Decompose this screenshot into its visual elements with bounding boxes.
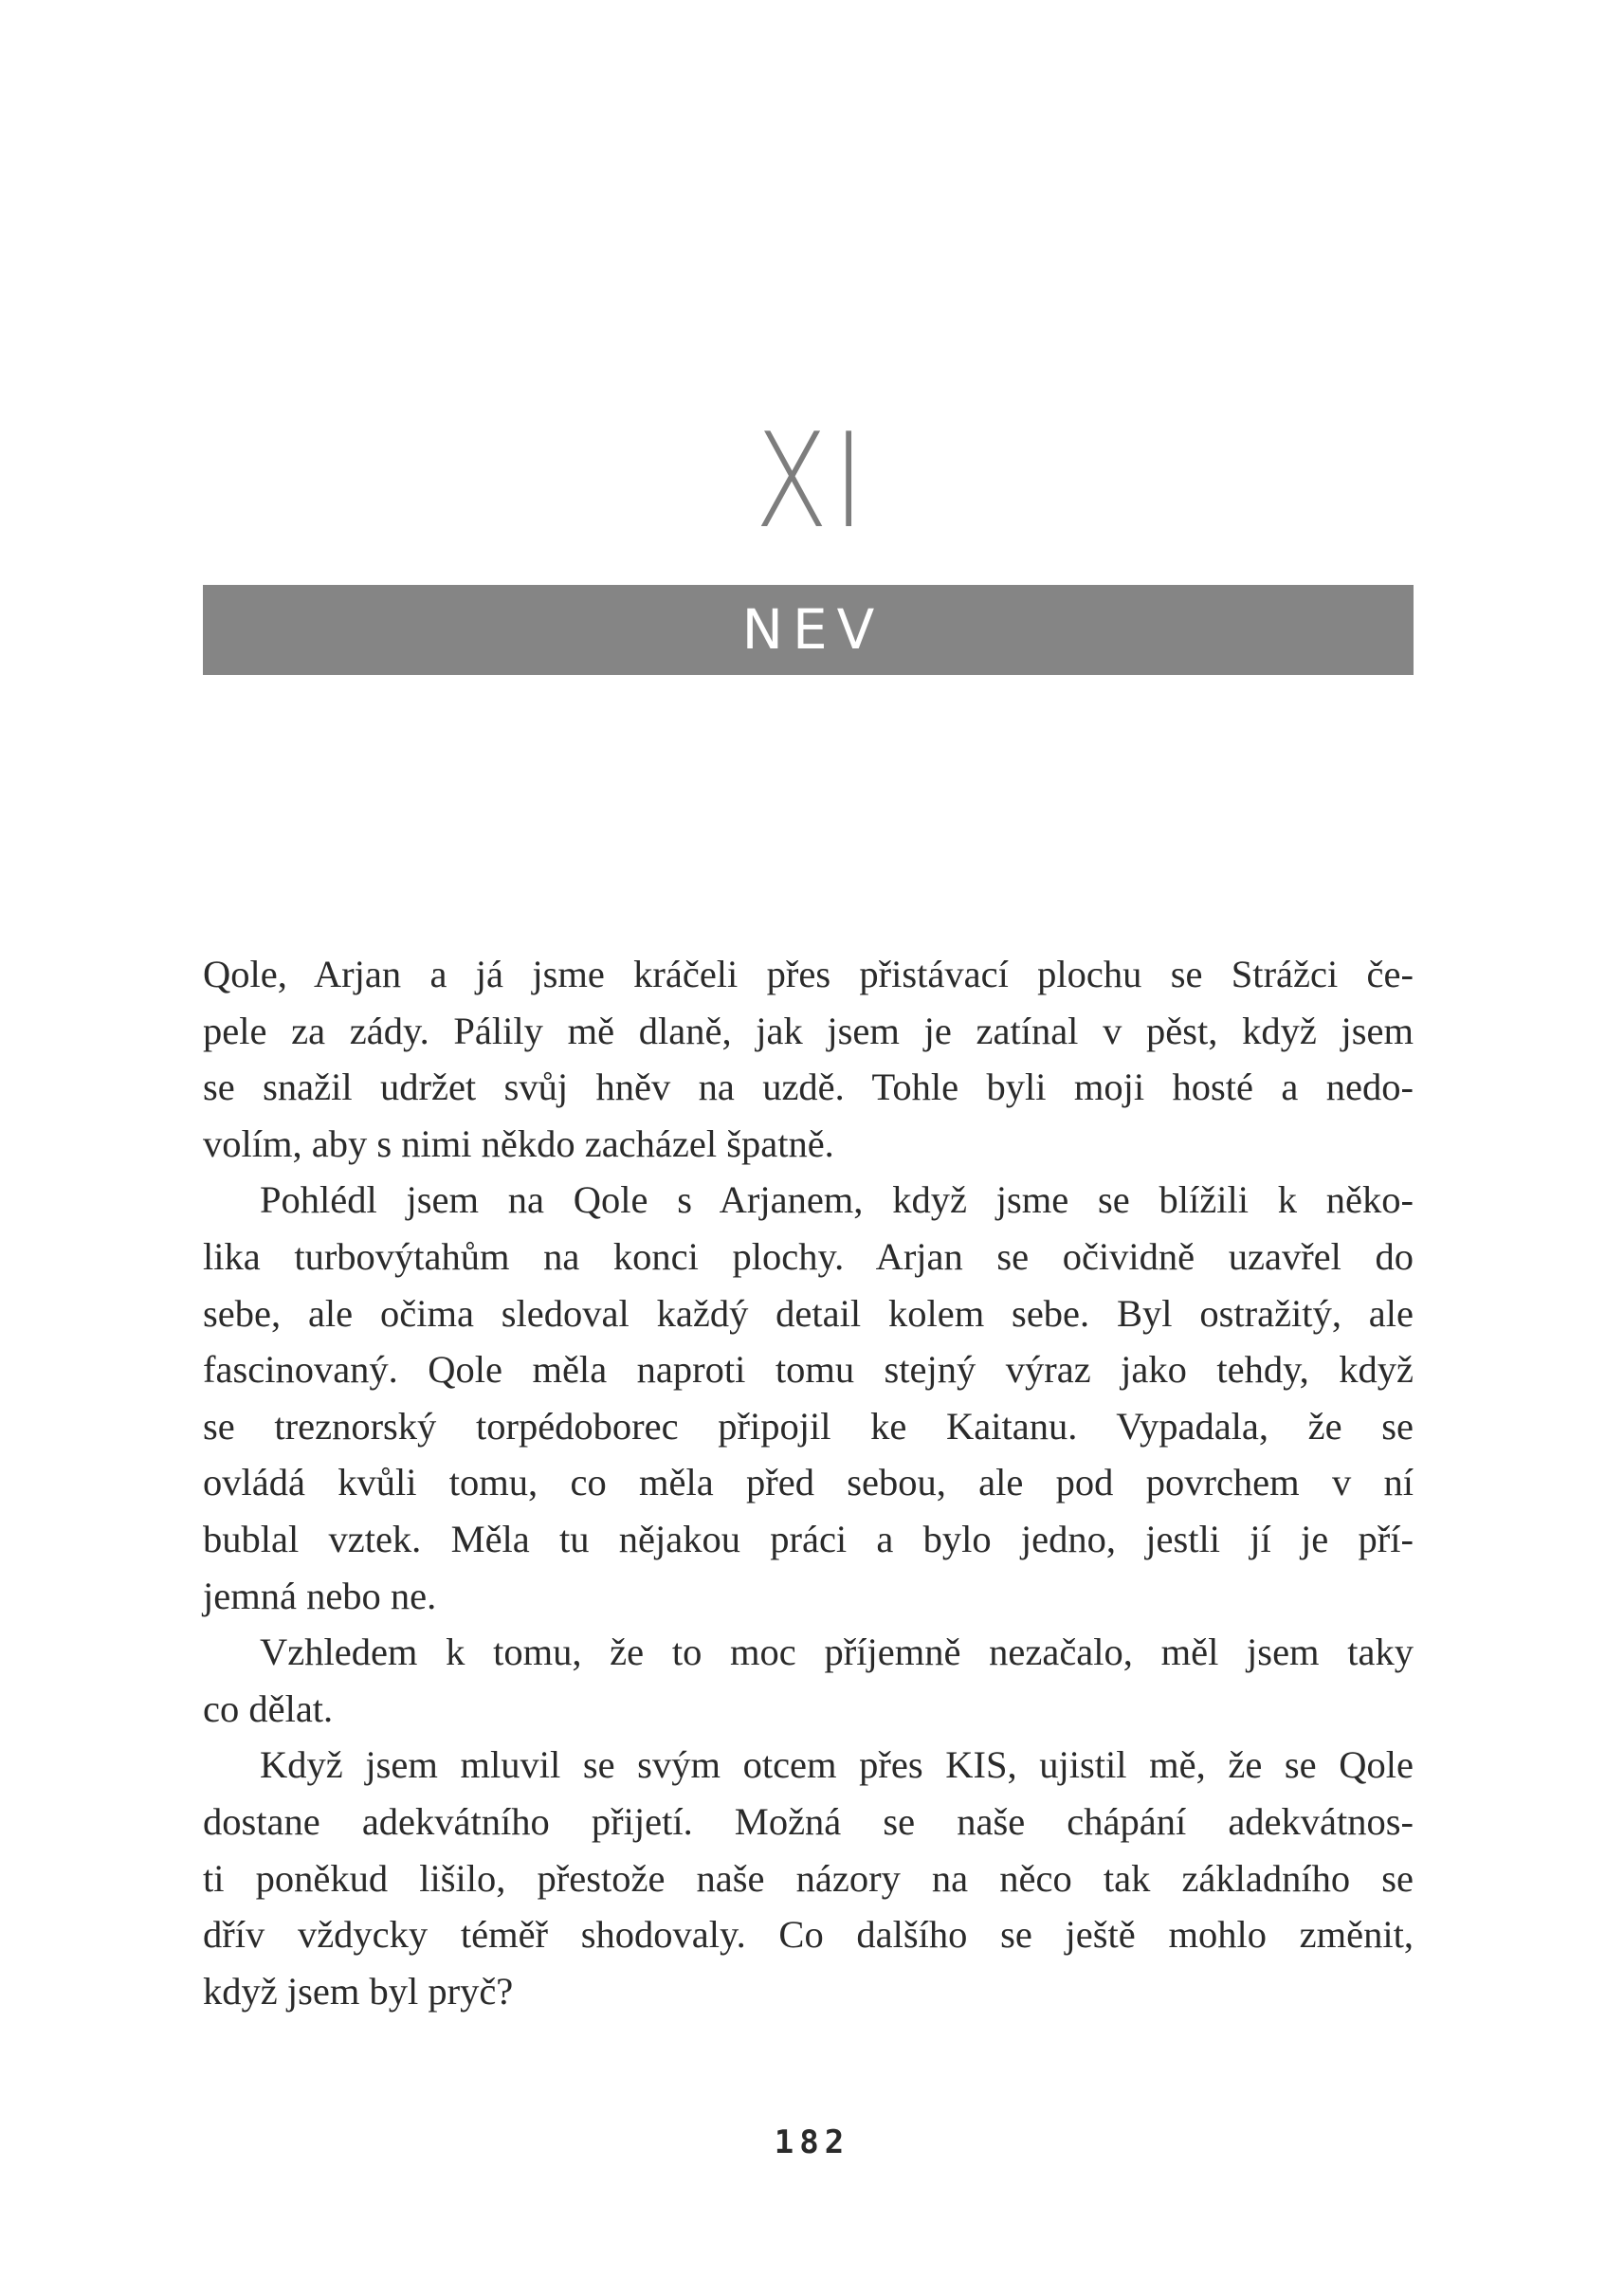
body-text: [203, 946, 1414, 2019]
chapter-number: XI: [755, 405, 869, 557]
page-number: 182: [774, 2123, 850, 2161]
text-line: když jsem byl pryč?: [203, 1969, 514, 2013]
text-line: volím, aby s nimi někdo zacházel špatně.: [203, 1121, 834, 1165]
text-line: dřív vždycky téměř shodovaly. Co dalšího se ještě mohlo změnit,: [203, 1913, 1414, 1957]
text-line: Qole, Arjan a já jsme kráčeli přes přistávací plochu se Strážci če-: [203, 953, 1414, 995]
text-line: se snažil udržet svůj hněv na uzdě. Tohle byli moji hosté a nedo-: [203, 1066, 1414, 1109]
text-line: jemná nebo ne.: [203, 1574, 437, 1617]
text-line: fascinovaný. Qole měla naproti tomu stejný výraz jako tehdy, když: [203, 1348, 1414, 1392]
text-line: sebe, ale očima sledoval každý detail kolem sebe. Byl ostražitý, ale: [203, 1291, 1414, 1335]
chapter-title: NEV: [741, 597, 885, 662]
text-line: se treznorský torpédoborec připojil ke Kaitanu. Vypadala, že se: [203, 1404, 1414, 1448]
text-line: ovládá kvůli tomu, co měla před sebou, ale pod povrchem v ní: [203, 1461, 1414, 1504]
chapter-title-bar: [203, 585, 1414, 675]
text-line: ti poněkud lišilo, přestože naše názory na něco tak základního se: [203, 1856, 1414, 1900]
text-line: bublal vztek. Měla tu nějakou práci a bylo jedno, jestli jí je pří-: [203, 1517, 1414, 1560]
text-line: lika turbovýtahům na konci plochy. Arjan se očividně uzavřel do: [203, 1234, 1414, 1278]
text-line: pele za zády. Pálily mě dlaně, jak jsem je zatínal v pěst, když jsem: [203, 1009, 1414, 1052]
text-line: Pohlédl jsem na Qole s Arjanem, když jsme se blížili k něko-: [260, 1178, 1414, 1222]
text-line: dostane adekvátního přijetí. Možná se naše chápání adekvátnos-: [203, 1799, 1414, 1843]
text-line: Když jsem mluvil se svým otcem přes KIS, ujistil mě, že se Qole: [260, 1743, 1414, 1787]
text-line: Vzhledem k tomu, že to moc příjemně nezačalo, měl jsem taky: [260, 1631, 1414, 1674]
text-line: co dělat.: [203, 1686, 334, 1730]
